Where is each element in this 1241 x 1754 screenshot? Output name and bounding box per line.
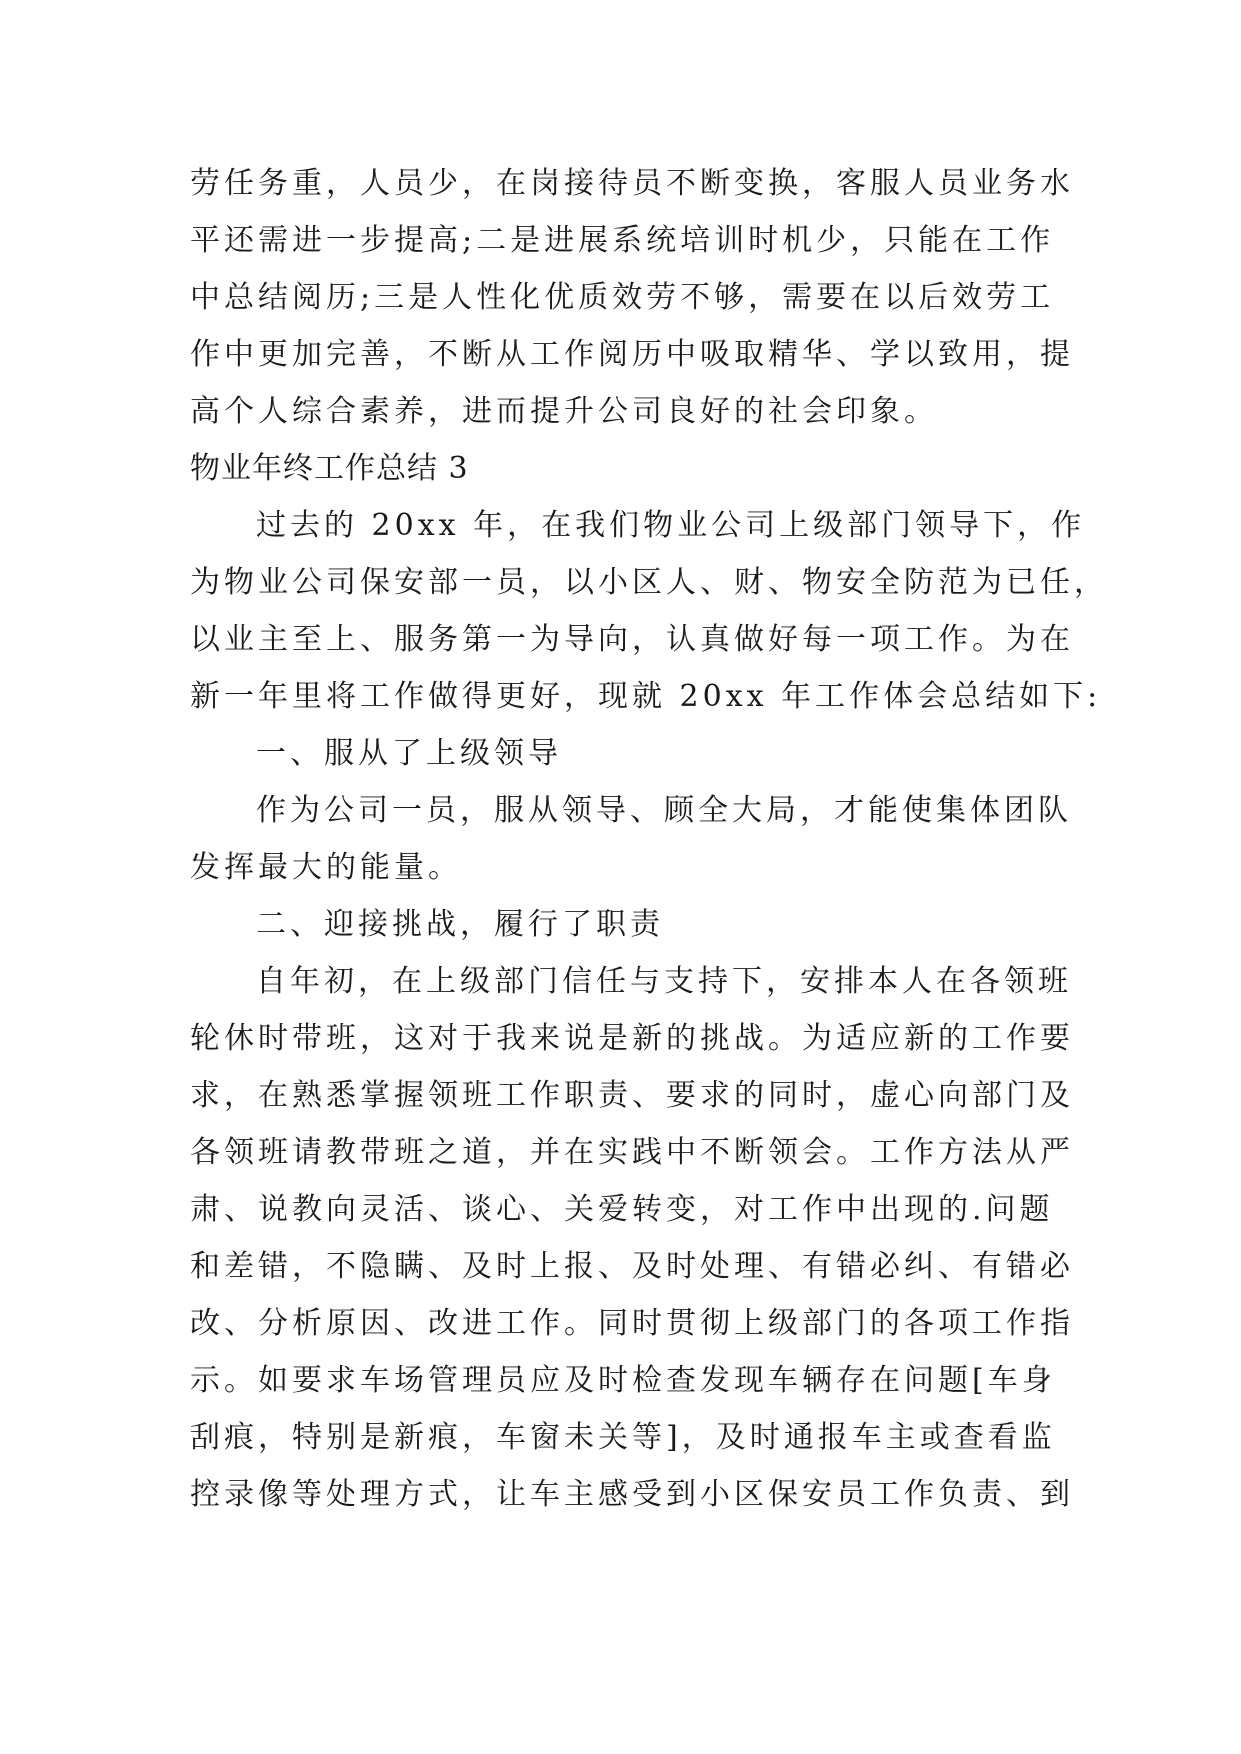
document-body [190, 155, 1108, 1523]
text-line: 作为公司一员，服从领导、顾全大局，才能使集体团队 [256, 793, 1072, 828]
text-line: 改、分析原因、改进工作。同时贯彻上级部门的各项工作指 [190, 1306, 1074, 1341]
text-line: 发挥最大的能量。 [190, 850, 462, 885]
text-line: 劳任务重，人员少，在岗接待员不断变换，客服人员业务水 [190, 166, 1074, 201]
text-line: 示。如要求车场管理员应及时检查发现车辆存在问题[车身 [190, 1363, 1056, 1398]
text-line: 各领班请教带班之道，并在实践中不断领会。工作方法从严 [190, 1135, 1074, 1170]
subheading: 一、服从了上级领导 [256, 736, 562, 771]
text-line: 自年初，在上级部门信任与支持下，安排本人在各领班 [256, 964, 1072, 999]
text-line: 作中更加完善，不断从工作阅历中吸取精华、学以致用，提 [190, 337, 1074, 372]
text-line: 肃、说教向灵活、谈心、关爱转变，对工作中出现的.问题 [190, 1192, 1054, 1227]
section-title: 物业年终工作总结 3 [190, 451, 469, 486]
text-line: 和差错，不隐瞒、及时上报、及时处理、有错必纠、有错必 [190, 1249, 1074, 1284]
text-line: 刮痕，特别是新痕，车窗未关等]，及时通报车主或查看监 [190, 1420, 1056, 1455]
text-line: 高个人综合素养，进而提升公司良好的社会印象。 [190, 394, 938, 429]
text-line: 过去的 20xx 年，在我们物业公司上级部门领导下，作 [256, 508, 1086, 543]
subheading: 二、迎接挑战，履行了职责 [256, 907, 664, 942]
text-line: 以业主至上、服务第一为导向，认真做好每一项工作。为在 [190, 622, 1074, 657]
text-line: 新一年里将工作做得更好，现就 20xx 年工作体会总结如下: [190, 679, 1102, 714]
text-line: 中总结阅历;三是人性化优质效劳不够，需要在以后效劳工 [190, 280, 1055, 315]
text-line: 控录像等处理方式，让车主感受到小区保安员工作负责、到 [190, 1477, 1074, 1512]
text-line: 轮休时带班，这对于我来说是新的挑战。为适应新的工作要 [190, 1021, 1074, 1056]
text-line: 求，在熟悉掌握领班工作职责、要求的同时，虚心向部门及 [190, 1078, 1074, 1113]
text-line: 平还需进一步提高;二是进展系统培训时机少，只能在工作 [190, 223, 1055, 258]
text-line: 为物业公司保安部一员，以小区人、财、物安全防范为已任， [190, 565, 1108, 600]
